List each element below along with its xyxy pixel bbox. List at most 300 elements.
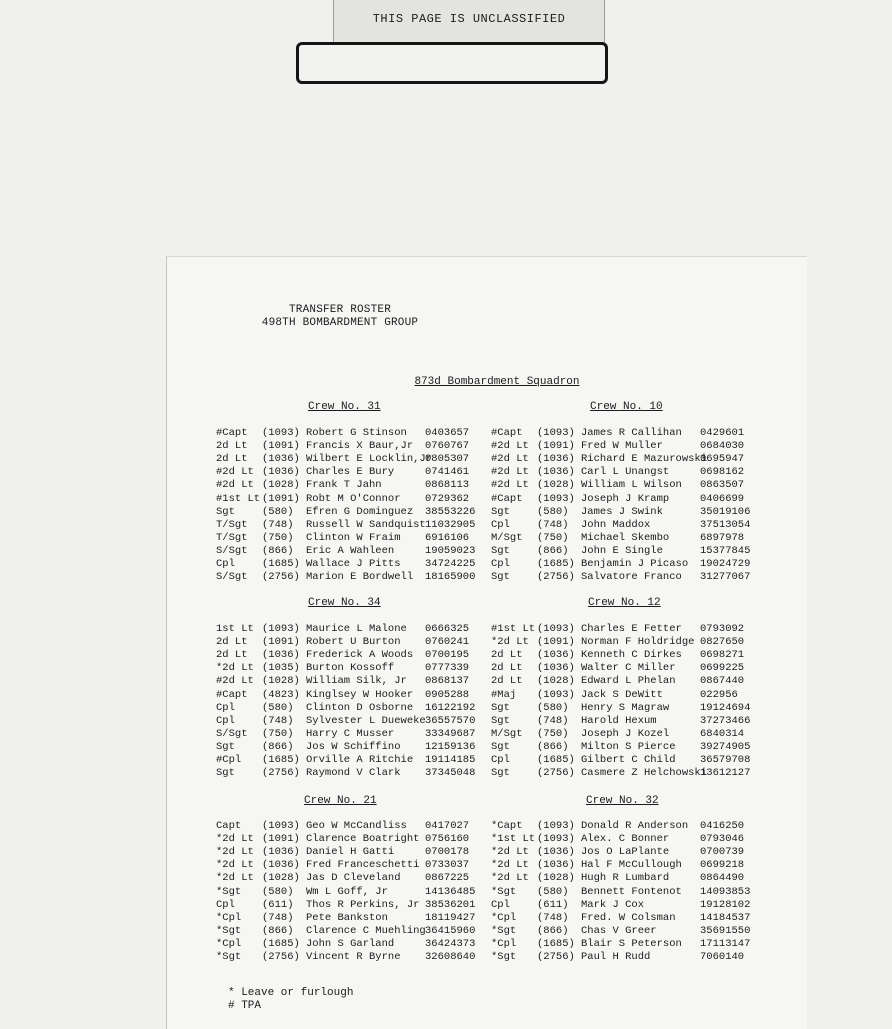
roster-serial: 0777339 (425, 662, 470, 675)
roster-serial: 34724225 (425, 558, 476, 570)
classification-stamp (333, 0, 605, 43)
roster-name: Harold Hexum (581, 714, 657, 727)
roster-code: (748) (537, 911, 569, 924)
roster-rank: *2d Lt (216, 859, 254, 872)
roster-rank: *2d Lt (216, 846, 254, 859)
roster-row (216, 519, 488, 532)
roster-serial: 0756160 (425, 833, 470, 846)
roster-code: (1028) (262, 675, 300, 688)
roster-name: Clarence Boatright (306, 833, 420, 846)
roster-code: (1036) (262, 859, 300, 872)
stamp-bar (296, 42, 608, 84)
roster-code: (1036) (537, 453, 575, 466)
roster-serial: 0868137 (425, 675, 470, 688)
roster-serial: 0666325 (425, 623, 470, 635)
roster-row (491, 702, 763, 715)
roster-row (491, 675, 763, 688)
roster-row (216, 689, 488, 702)
roster-rank: #Capt (491, 492, 523, 505)
roster-code: (4823) (262, 688, 300, 701)
roster-code: (1028) (537, 479, 575, 492)
roster-row (216, 925, 488, 938)
roster-row (491, 899, 763, 912)
roster-rank: #1st Lt (491, 623, 536, 635)
roster-rank: #2d Lt (216, 479, 254, 492)
roster-code: (1093) (262, 820, 300, 832)
roster-code: (1091) (262, 440, 300, 453)
roster-row (491, 558, 763, 571)
roster-serial: 18119427 (425, 911, 476, 924)
roster-code: (2756) (262, 767, 300, 780)
roster-code: (611) (262, 898, 294, 911)
roster-rank: *2d Lt (491, 872, 529, 885)
roster-name: Charles E Bury (306, 466, 395, 479)
roster-name: Blair S Peterson (581, 937, 682, 950)
roster-code: (1028) (537, 872, 575, 885)
roster-rank: Cpl (491, 518, 510, 531)
roster-row (216, 453, 488, 466)
roster-rank: Sgt (216, 767, 235, 780)
roster-name: Francis X Baur,Jr (306, 440, 414, 453)
roster-rank: 2d Lt (216, 636, 248, 649)
roster-name: Richard E Mazurowski (581, 453, 708, 466)
roster-serial: 35691550 (700, 924, 751, 937)
roster-row (216, 859, 488, 872)
roster-serial: 19124694 (700, 701, 751, 714)
roster-name: Salvatore Franco (581, 571, 682, 584)
roster-serial: 0867440 (700, 675, 745, 688)
roster-code: (1093) (537, 623, 575, 635)
roster-name: Jas D Cleveland (306, 872, 401, 885)
roster-rank: T/Sgt (216, 531, 248, 544)
roster-name: Clinton W Fraim (306, 531, 401, 544)
roster-name: Geo W McCandliss (306, 820, 407, 832)
roster-row (216, 899, 488, 912)
roster-name: Jos W Schiffino (306, 740, 401, 753)
roster-code: (2756) (537, 571, 575, 584)
roster-code: (1093) (537, 820, 575, 832)
roster-rank: 2d Lt (216, 440, 248, 453)
roster-name: Casmere Z Helchowski (581, 767, 708, 780)
roster-name: John E Single (581, 544, 663, 557)
roster-row (491, 440, 763, 453)
roster-rank: Sgt (216, 505, 235, 518)
roster-row (491, 859, 763, 872)
roster-row (216, 662, 488, 675)
roster-serial: 0699218 (700, 859, 745, 872)
roster-code: (1035) (262, 662, 300, 675)
roster-rank: 2d Lt (491, 662, 523, 675)
roster-name: Kinglsey W Hooker (306, 688, 414, 701)
roster-serial: 0698271 (700, 649, 745, 662)
roster-code: (1036) (537, 662, 575, 675)
roster-name: Efren G Dominguez (306, 505, 414, 518)
roster-rank: *Sgt (491, 885, 517, 898)
roster-name: Bennett Fontenot (581, 885, 682, 898)
roster-code: (866) (262, 924, 294, 937)
roster-row (216, 728, 488, 741)
roster-name: Charles E Fetter (581, 623, 682, 635)
roster-name: Fred W Muller (581, 440, 663, 453)
roster-code: (1093) (537, 688, 575, 701)
roster-name: Raymond V Clark (306, 767, 401, 780)
roster-rank: 2d Lt (491, 649, 523, 662)
roster-serial: 15377845 (700, 544, 751, 557)
roster-serial: 0729362 (425, 492, 470, 505)
roster-serial: 0863507 (700, 479, 745, 492)
roster-rank: #Cpl (216, 754, 242, 766)
roster-serial: 37273466 (700, 714, 751, 727)
roster-serial: 36415960 (425, 924, 476, 937)
roster-name: Wilbert E Locklin,Jr (306, 453, 433, 466)
roster-row (216, 872, 488, 885)
roster-rank: *2d Lt (491, 859, 529, 872)
roster-serial: 0793046 (700, 833, 745, 846)
roster-code: (1093) (262, 427, 300, 439)
roster-serial: 36557570 (425, 714, 476, 727)
roster-serial: 0864490 (700, 872, 745, 885)
roster-rank: *Cpl (491, 911, 517, 924)
roster-rank: 2d Lt (216, 649, 248, 662)
roster-serial: 022956 (700, 688, 738, 701)
roster-name: Vincent R Byrne (306, 951, 401, 963)
roster-code: (1685) (537, 937, 575, 950)
roster-name: Norman F Holdridge (581, 636, 695, 649)
legend-tpa: # TPA (228, 1000, 262, 1012)
roster-row (216, 440, 488, 453)
roster-title: TRANSFER ROSTER (288, 304, 392, 316)
roster-row (216, 558, 488, 571)
roster-name: Alex. C Bonner (581, 833, 670, 846)
roster-row (216, 623, 488, 636)
roster-name: Wm L Goff, Jr (306, 885, 388, 898)
roster-rank: *Sgt (216, 951, 242, 963)
roster-rank: *2d Lt (216, 872, 254, 885)
roster-row (216, 649, 488, 662)
roster-serial: 36424373 (425, 937, 476, 950)
roster-serial: 19114185 (425, 754, 476, 766)
crew-title: Crew No. 12 (588, 597, 661, 609)
roster-serial: 6840314 (700, 727, 745, 740)
roster-rank: Cpl (216, 558, 235, 570)
roster-code: (580) (262, 885, 294, 898)
roster-name: Benjamin J Picaso (581, 558, 689, 570)
roster-name: Hugh R Lumbard (581, 872, 670, 885)
roster-serial: 0741461 (425, 466, 470, 479)
roster-row (491, 846, 763, 859)
roster-name: Maurice L Malone (306, 623, 407, 635)
roster-row (216, 767, 488, 780)
roster-serial: 0700195 (425, 649, 470, 662)
roster-serial: 0429601 (700, 427, 745, 439)
roster-rank: S/Sgt (216, 571, 248, 584)
roster-serial: 18165900 (425, 571, 476, 584)
roster-row (216, 702, 488, 715)
roster-serial: 14093853 (700, 885, 751, 898)
roster-row (216, 938, 488, 951)
roster-serial: 0700178 (425, 846, 470, 859)
roster-name: John S Garland (306, 937, 395, 950)
roster-rank: Cpl (216, 714, 235, 727)
roster-serial: 0867225 (425, 872, 470, 885)
roster-row (491, 767, 763, 780)
roster-code: (1036) (262, 453, 300, 466)
roster-name: Thos R Perkins, Jr (306, 898, 420, 911)
roster-serial: 0905288 (425, 688, 470, 701)
roster-serial: 0700739 (700, 846, 745, 859)
roster-serial: 13612127 (700, 767, 751, 780)
roster-row (216, 571, 488, 584)
roster-code: (866) (262, 740, 294, 753)
roster-row (491, 545, 763, 558)
roster-row (216, 506, 488, 519)
roster-row (491, 886, 763, 899)
classification-text: THIS PAGE IS UNCLASSIFIED (372, 12, 566, 26)
roster-row (491, 754, 763, 767)
roster-name: Edward L Phelan (581, 675, 676, 688)
roster-row (491, 649, 763, 662)
roster-rank: Sgt (491, 571, 510, 584)
roster-code: (580) (262, 505, 294, 518)
roster-code: (866) (537, 740, 569, 753)
roster-row (216, 545, 488, 558)
group-title: 498TH BOMBARDMENT GROUP (261, 317, 419, 329)
roster-rank: 1st Lt (216, 623, 254, 635)
roster-name: Robt M O'Connor (306, 492, 401, 505)
roster-code: (1028) (262, 872, 300, 885)
roster-name: Milton S Pierce (581, 740, 676, 753)
roster-rank: Cpl (491, 754, 510, 766)
roster-rank: *Sgt (216, 924, 242, 937)
roster-name: Sylvester L Dueweke (306, 714, 426, 727)
roster-name: Clarence C Muehling (306, 924, 426, 937)
roster-serial: 6897978 (700, 531, 745, 544)
roster-rank: Cpl (491, 558, 510, 570)
roster-serial: 17113147 (700, 937, 751, 950)
roster-rank: #2d Lt (491, 453, 529, 466)
roster-row (491, 820, 763, 833)
roster-rank: *Sgt (491, 924, 517, 937)
roster-rank: #2d Lt (491, 440, 529, 453)
roster-name: Frederick A Woods (306, 649, 414, 662)
roster-row (216, 479, 488, 492)
roster-serial: 7060140 (700, 951, 745, 963)
roster-serial: 37513054 (700, 518, 751, 531)
roster-code: (1091) (262, 636, 300, 649)
roster-rank: *Cpl (491, 937, 517, 950)
roster-row (491, 872, 763, 885)
roster-rank: M/Sgt (491, 531, 523, 544)
roster-name: James R Callihan (581, 427, 682, 439)
roster-row (491, 662, 763, 675)
roster-code: (1028) (537, 675, 575, 688)
roster-serial: 0684030 (700, 440, 745, 453)
roster-row (216, 636, 488, 649)
roster-row (491, 728, 763, 741)
roster-rank: 2d Lt (491, 675, 523, 688)
squadron-title: 873d Bombardment Squadron (414, 376, 580, 388)
roster-code: (1036) (262, 649, 300, 662)
roster-serial: 0406699 (700, 492, 745, 505)
roster-name: Fred. W Colsman (581, 911, 676, 924)
roster-row (216, 532, 488, 545)
roster-serial: 38536201 (425, 898, 476, 911)
roster-row (216, 912, 488, 925)
roster-rank: Sgt (491, 714, 510, 727)
roster-name: Carl L Unangst (581, 466, 670, 479)
roster-row (216, 466, 488, 479)
roster-row (491, 689, 763, 702)
roster-row (491, 519, 763, 532)
roster-code: (750) (262, 531, 294, 544)
roster-code: (1091) (537, 440, 575, 453)
roster-row (216, 427, 488, 440)
roster-code: (748) (537, 714, 569, 727)
roster-serial: 19128102 (700, 898, 751, 911)
roster-row (216, 754, 488, 767)
roster-serial: 39274905 (700, 740, 751, 753)
roster-code: (2756) (537, 767, 575, 780)
roster-rank: Cpl (491, 898, 510, 911)
roster-code: (1093) (537, 492, 575, 505)
roster-rank: M/Sgt (491, 727, 523, 740)
roster-row (491, 427, 763, 440)
roster-name: Marion E Bordwell (306, 571, 414, 584)
roster-code: (2756) (262, 571, 300, 584)
roster-name: Orville A Ritchie (306, 754, 414, 766)
roster-row (216, 675, 488, 688)
roster-row (216, 715, 488, 728)
roster-name: Robert U Burton (306, 636, 401, 649)
roster-code: (1036) (262, 466, 300, 479)
roster-row (491, 636, 763, 649)
roster-code: (748) (262, 518, 294, 531)
roster-code: (1036) (537, 466, 575, 479)
roster-code: (1091) (537, 636, 575, 649)
roster-rank: Cpl (216, 898, 235, 911)
crew-title: Crew No. 21 (304, 795, 377, 807)
roster-serial: 0760241 (425, 636, 470, 649)
crew-title: Crew No. 31 (308, 401, 381, 413)
roster-code: (1093) (537, 833, 575, 846)
roster-rank: T/Sgt (216, 518, 248, 531)
roster-row (491, 951, 763, 964)
roster-name: William Silk, Jr (306, 675, 407, 688)
legend-leave: * Leave or furlough (228, 987, 354, 999)
roster-rank: S/Sgt (216, 544, 248, 557)
roster-code: (580) (537, 885, 569, 898)
roster-serial: 0416250 (700, 820, 745, 832)
roster-serial: 35019106 (700, 505, 751, 518)
roster-row (216, 493, 488, 506)
roster-name: Robert G Stinson (306, 427, 407, 439)
roster-code: (580) (262, 701, 294, 714)
roster-name: Daniel H Gatti (306, 846, 395, 859)
roster-row (216, 820, 488, 833)
roster-rank: #Maj (491, 688, 517, 701)
roster-rank: *1st Lt (491, 833, 536, 846)
roster-code: (1036) (537, 846, 575, 859)
roster-code: (1685) (262, 937, 300, 950)
roster-serial: 0805307 (425, 453, 470, 466)
roster-row (491, 925, 763, 938)
roster-name: Paul H Rudd (581, 951, 651, 963)
roster-code: (2756) (537, 951, 575, 963)
roster-row (491, 532, 763, 545)
roster-code: (1091) (262, 492, 300, 505)
roster-serial: 0695947 (700, 453, 745, 466)
roster-serial: 19024729 (700, 558, 751, 570)
roster-name: Joseph J Kozel (581, 727, 670, 740)
roster-rank: Sgt (216, 740, 235, 753)
roster-code: (748) (262, 714, 294, 727)
roster-row (491, 571, 763, 584)
roster-code: (611) (537, 898, 569, 911)
roster-code: (1036) (537, 649, 575, 662)
roster-rank: #2d Lt (216, 466, 254, 479)
roster-serial: 37345048 (425, 767, 476, 780)
roster-name: Donald R Anderson (581, 820, 689, 832)
roster-rank: #2d Lt (216, 675, 254, 688)
roster-row (491, 466, 763, 479)
roster-name: James J Swink (581, 505, 663, 518)
roster-serial: 38553226 (425, 505, 476, 518)
roster-code: (748) (537, 518, 569, 531)
roster-serial: 19059023 (425, 544, 476, 557)
roster-code: (1036) (262, 846, 300, 859)
roster-name: Kenneth C Dirkes (581, 649, 682, 662)
roster-name: Joseph J Kramp (581, 492, 670, 505)
roster-rank: *Capt (491, 820, 523, 832)
roster-code: (1685) (537, 558, 575, 570)
roster-serial: 14136485 (425, 885, 476, 898)
roster-code: (1685) (262, 558, 300, 570)
roster-name: Eric A Wahleen (306, 544, 395, 557)
roster-code: (750) (537, 727, 569, 740)
crew-title: Crew No. 34 (308, 597, 381, 609)
roster-code: (2756) (262, 951, 300, 963)
roster-rank: S/Sgt (216, 727, 248, 740)
roster-name: Michael Skembo (581, 531, 670, 544)
roster-rank: *2d Lt (216, 833, 254, 846)
roster-row (491, 912, 763, 925)
roster-code: (866) (537, 924, 569, 937)
roster-serial: 12159136 (425, 740, 476, 753)
roster-serial: 16122192 (425, 701, 476, 714)
roster-serial: 14184537 (700, 911, 751, 924)
roster-rank: Sgt (491, 767, 510, 780)
roster-serial: 0403657 (425, 427, 470, 439)
roster-rank: *2d Lt (216, 662, 254, 675)
roster-row (216, 886, 488, 899)
roster-code: (866) (262, 544, 294, 557)
roster-row (491, 506, 763, 519)
roster-serial: 0417027 (425, 820, 470, 832)
crew-title: Crew No. 10 (590, 401, 663, 413)
roster-serial: 33349687 (425, 727, 476, 740)
roster-rank: #2d Lt (491, 479, 529, 492)
roster-row (216, 833, 488, 846)
roster-name: Jos O LaPlante (581, 846, 670, 859)
roster-rank: #Capt (491, 427, 523, 439)
roster-rank: #Capt (216, 427, 248, 439)
roster-code: (1093) (537, 427, 575, 439)
roster-name: Harry C Musser (306, 727, 395, 740)
roster-rank: *Sgt (491, 951, 517, 963)
roster-rank: *Cpl (216, 937, 242, 950)
roster-rank: Sgt (491, 701, 510, 714)
roster-name: Clinton D Osborne (306, 701, 414, 714)
